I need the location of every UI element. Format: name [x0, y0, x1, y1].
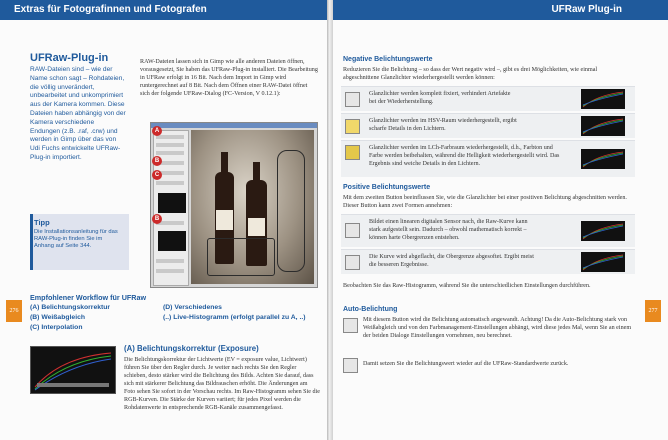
- neg-item-row: [341, 86, 635, 111]
- positive-exposure-heading: Positive Belichtungswerte: [343, 184, 431, 191]
- rgb-curves-graphic: [581, 252, 625, 272]
- dialog-titlebar: [151, 123, 317, 128]
- page-header: Extras für Fotografinnen und Fotografen: [0, 0, 327, 20]
- histogram-curves-graphic: [31, 347, 115, 393]
- neg-item-row: [341, 140, 635, 177]
- rgb-curves-graphic: [581, 116, 625, 136]
- curve-line: [583, 154, 623, 165]
- raw-histogram: [158, 193, 186, 213]
- page-header: UFRaw Plug-in: [333, 0, 668, 20]
- soft-clip-icon[interactable]: [345, 255, 360, 270]
- marker-b-second: B: [152, 214, 162, 224]
- curve-line: [583, 257, 623, 268]
- rgb-curves-graphic: [581, 221, 625, 241]
- rgb-curves-graphic: [581, 89, 625, 109]
- linear-clip-icon[interactable]: [345, 223, 360, 238]
- curve-preview: [581, 149, 625, 169]
- curve-line: [583, 121, 623, 132]
- hsv-recovery-icon[interactable]: [345, 119, 360, 134]
- side-title: UFRaw-Plug-in: [30, 52, 109, 64]
- marker-b: B: [152, 156, 162, 166]
- left-page: [0, 0, 327, 440]
- marker-a: A: [152, 126, 162, 136]
- neg-item-text: Glanzlichter werden im LCh-Farbraum wiederhergestellt, d.h., Farbton und Farbe werden beibehalten, während die Helligkeit wiederhergestellt wird. Das Ergebnis sind weiche Details in den Lichtern.: [369, 145, 560, 167]
- rgb-curves-graphic: [581, 149, 625, 169]
- exposure-heading: (A) Belichtungskorrektur (Exposure): [124, 344, 259, 353]
- auto-exposure-heading: Auto-Belichtung: [343, 306, 398, 313]
- pos-item-text: Die Kurve wird abgeflacht, die Obergrenze abgesoftet. Ergibt meist die besseren Ergebnisse.: [369, 254, 534, 268]
- tip-title: Tipp: [34, 218, 50, 227]
- neg-item-text: Glanzlichter werden im HSV-Raum wiederhergestellt, ergibt scharfe Details in den Lichtern.: [369, 118, 517, 132]
- lch-recovery-icon[interactable]: [345, 145, 360, 160]
- workflow-item: (D) Verschiedenes: [163, 304, 222, 311]
- curve-preview: [581, 221, 625, 241]
- page-number: 276: [6, 300, 22, 322]
- workflow-item: (A) Belichtungskorrektur: [30, 304, 111, 311]
- exposure-body: Die Belichtungskorrektur der Lichtwerte (EV = exposure value, Lichtwert) führen Sie über den Regler durch. Je weiter nach rechts Sie den Regler schieben, desto stärker wird die Belichtung des Bilds. Achten Sie darauf, dass sich mit stärkerer Belichtung das Bildrauschen erhöht. Die Änderungen am Foto sehen Sie sofort in der Vorschau rechts. Im Raw-Histogramm sehen Sie die RGB-Kurven. Die Stärke der Kurven variiert; für jedes Pixel werden die Rohdatenwerte in entsprechende RGB-Kanäle zusammengefasst.: [124, 357, 320, 411]
- negative-exposure-intro: Reduzieren Sie die Belichtung – so dass der Wert negativ wird –, gibt es drei Möglichkeiten, wie einmal abgeschnittene Glanzlichter wiederhergestellt werden können:: [343, 67, 598, 81]
- curve-preview: [581, 89, 625, 109]
- neg-item-text: Glanzlichter werden komplett fixiert, verhindert Artefakte bei der Wiederherstellung.: [369, 91, 511, 105]
- preview-photo: [191, 130, 314, 284]
- curve-preview: [581, 116, 625, 136]
- exposure-panel-thumbnail: [30, 346, 116, 394]
- reset-exposure-icon[interactable]: [343, 358, 358, 373]
- page-number: 277: [645, 300, 661, 322]
- fix-highlights-icon[interactable]: [345, 92, 360, 107]
- pos-item-text: Bildet einen linearen digitalen Sensor nach, die Raw-Kurve kann stark aufgestellt sein. Dadurch – obwohl mathematisch korrekt – können harte Obergrenzen entstehen.: [369, 219, 528, 241]
- intro-text: RAW-Dateien lassen sich in Gimp wie alle anderen Dateien öffnen, vorausgesetzt, Sie haben das UFRaw-Plug-in installiert. Die Bearbeitung in UFRaw erfolgt in 16 Bit. Nach dem Import in Gimp wird runtergerechnet auf 8 Bit. Nach dem Öffnen einer RAW-Datei öffnet sich der folgende UFRaw-Dialog (FC-Version, V 0.12.1):: [140, 59, 318, 98]
- auto-exposure-icon[interactable]: [343, 318, 358, 333]
- pos-item-row: [341, 214, 635, 247]
- curve-line: [583, 226, 623, 237]
- dialog-controls-panel: [153, 130, 189, 286]
- reset-exposure-body: Damit setzen Sie die Belichtungswert wieder auf die UFRaw-Standardwerte zurück.: [363, 361, 569, 367]
- workflow-heading: Empfohlener Workflow für UFRaw: [30, 293, 147, 302]
- curve-line: [583, 94, 623, 105]
- pos-item-row: [341, 249, 635, 274]
- right-page: [333, 0, 668, 440]
- live-histogram: [158, 231, 186, 251]
- negative-exposure-heading: Negative Belichtungswerte: [343, 56, 433, 63]
- workflow-item: (C) Interpolation: [30, 324, 83, 331]
- side-body: RAW-Dateien sind – wie der Name schon sagt – Rohdateien, die völlig unverändert, unbearbeitet und unkomprimiert aus der Kamera kommen. Diese Dateien haben abhängig von der Kamera verschiedene Endungen (z.B. .raf, .crw) und werden in Gimp über das von Udi Fuchs entwickelte UFRaw-Plug-in importiert.: [30, 66, 126, 161]
- positive-exposure-intro: Mit dem zweiten Button beeinflussen Sie, wie die Glanzlichter bei einer positiven Belichtung abgeschnitten werden. Dieser Button kann zwei Formen annehmen:: [343, 195, 627, 209]
- neg-item-row: [341, 113, 635, 138]
- tip-body: Die Installationsanleitung für das RAW-Plug-in finden Sie im Anhang auf Seite 344.: [34, 229, 118, 250]
- histogram-note: Beobachten Sie das Raw-Histogramm, während Sie die unterschiedlichen Einstellungen durchführen.: [343, 283, 591, 289]
- workflow-item: (B) Weißabgleich: [30, 314, 86, 321]
- auto-exposure-body: Mit diesem Button wird die Belichtung automatisch angewandt. Achtung! Da die Auto-Belichtung stark von Weißabgleich und von den Farbmanagement-Einstellungen abhängt, wird diese jedes Mal, wenn Sie an einem der beiden Dialoge Einstellungen vornehmen, neu berechnet.: [363, 317, 632, 339]
- ufraw-dialog-screenshot: [150, 122, 318, 288]
- curve-preview: [581, 252, 625, 272]
- marker-c: C: [152, 170, 162, 180]
- workflow-item: (..) Live-Histogramm (erfolgt parallel zu A, ..): [163, 314, 306, 321]
